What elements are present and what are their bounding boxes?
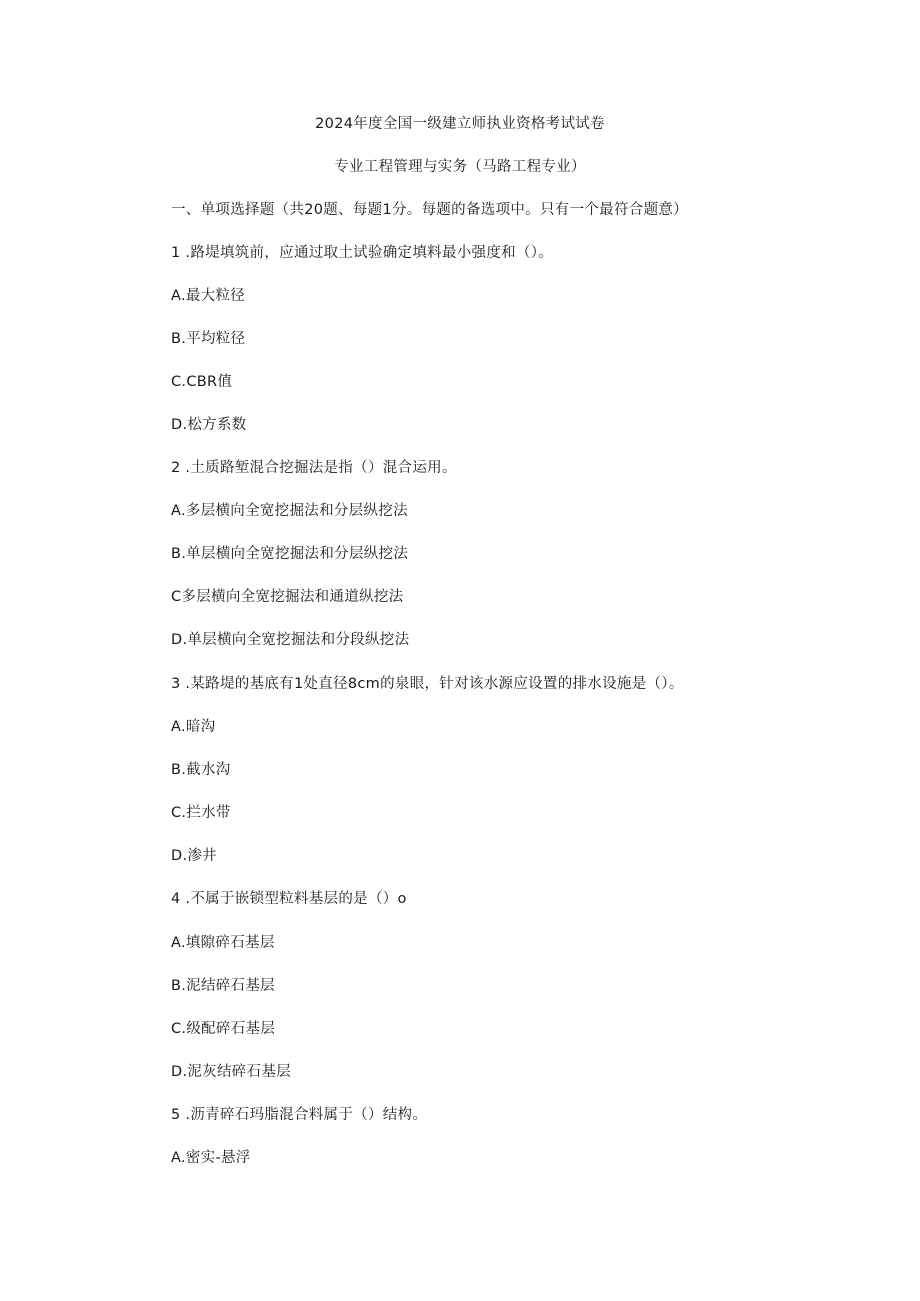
option-a: A.暗沟 xyxy=(171,719,216,735)
question-stem: 2 .土质路堑混合挖掘法是指（）混合运用。 xyxy=(171,460,457,476)
option-d: D.泥灰结碎石基层 xyxy=(171,1064,291,1080)
option-a: A.多层横向全宽挖掘法和分层纵挖法 xyxy=(171,503,408,519)
document-subtitle: 专业工程管理与实务（马路工程专业） xyxy=(334,159,586,175)
section-heading: 一、单项选择题（共20题、每题1分。每题的备选项中。只有一个最符合题意） xyxy=(171,202,688,218)
option-b: B.平均粒径 xyxy=(171,331,246,347)
option-b: B.截水沟 xyxy=(171,762,231,778)
question-stem: 4 .不属于嵌锁型粒料基层的是（）o xyxy=(171,891,407,907)
option-d: D.松方系数 xyxy=(171,417,247,433)
option-d: D.单层横向全宽挖掘法和分段纵挖法 xyxy=(171,632,410,648)
option-b: B.泥结碎石基层 xyxy=(171,978,275,994)
option-c: C多层横向全宽挖掘法和通道纵挖法 xyxy=(171,589,404,605)
option-b: B.单层横向全宽挖掘法和分层纵挖法 xyxy=(171,546,409,562)
question-stem: 1 .路堤填筑前，应通过取土试验确定填料最小强度和（）。 xyxy=(171,245,554,261)
option-c: C.CBR值 xyxy=(171,374,233,390)
question-stem: 3 .某路堤的基底有1处直径8cm的泉眼，针对该水源应设置的排水设施是（）。 xyxy=(171,676,684,692)
option-a: A.填隙碎石基层 xyxy=(171,935,275,951)
option-c: C.级配碎石基层 xyxy=(171,1021,276,1037)
option-a: A.最大粒径 xyxy=(171,288,246,304)
option-d: D.渗井 xyxy=(171,848,217,864)
document-title: 2024年度全国一级建立师执业资格考试试卷 xyxy=(315,116,605,132)
option-a: A.密实-悬浮 xyxy=(171,1150,251,1166)
option-c: C.拦水带 xyxy=(171,805,231,821)
question-stem: 5 .沥青碎石玛脂混合料属于（）结构。 xyxy=(171,1107,428,1123)
